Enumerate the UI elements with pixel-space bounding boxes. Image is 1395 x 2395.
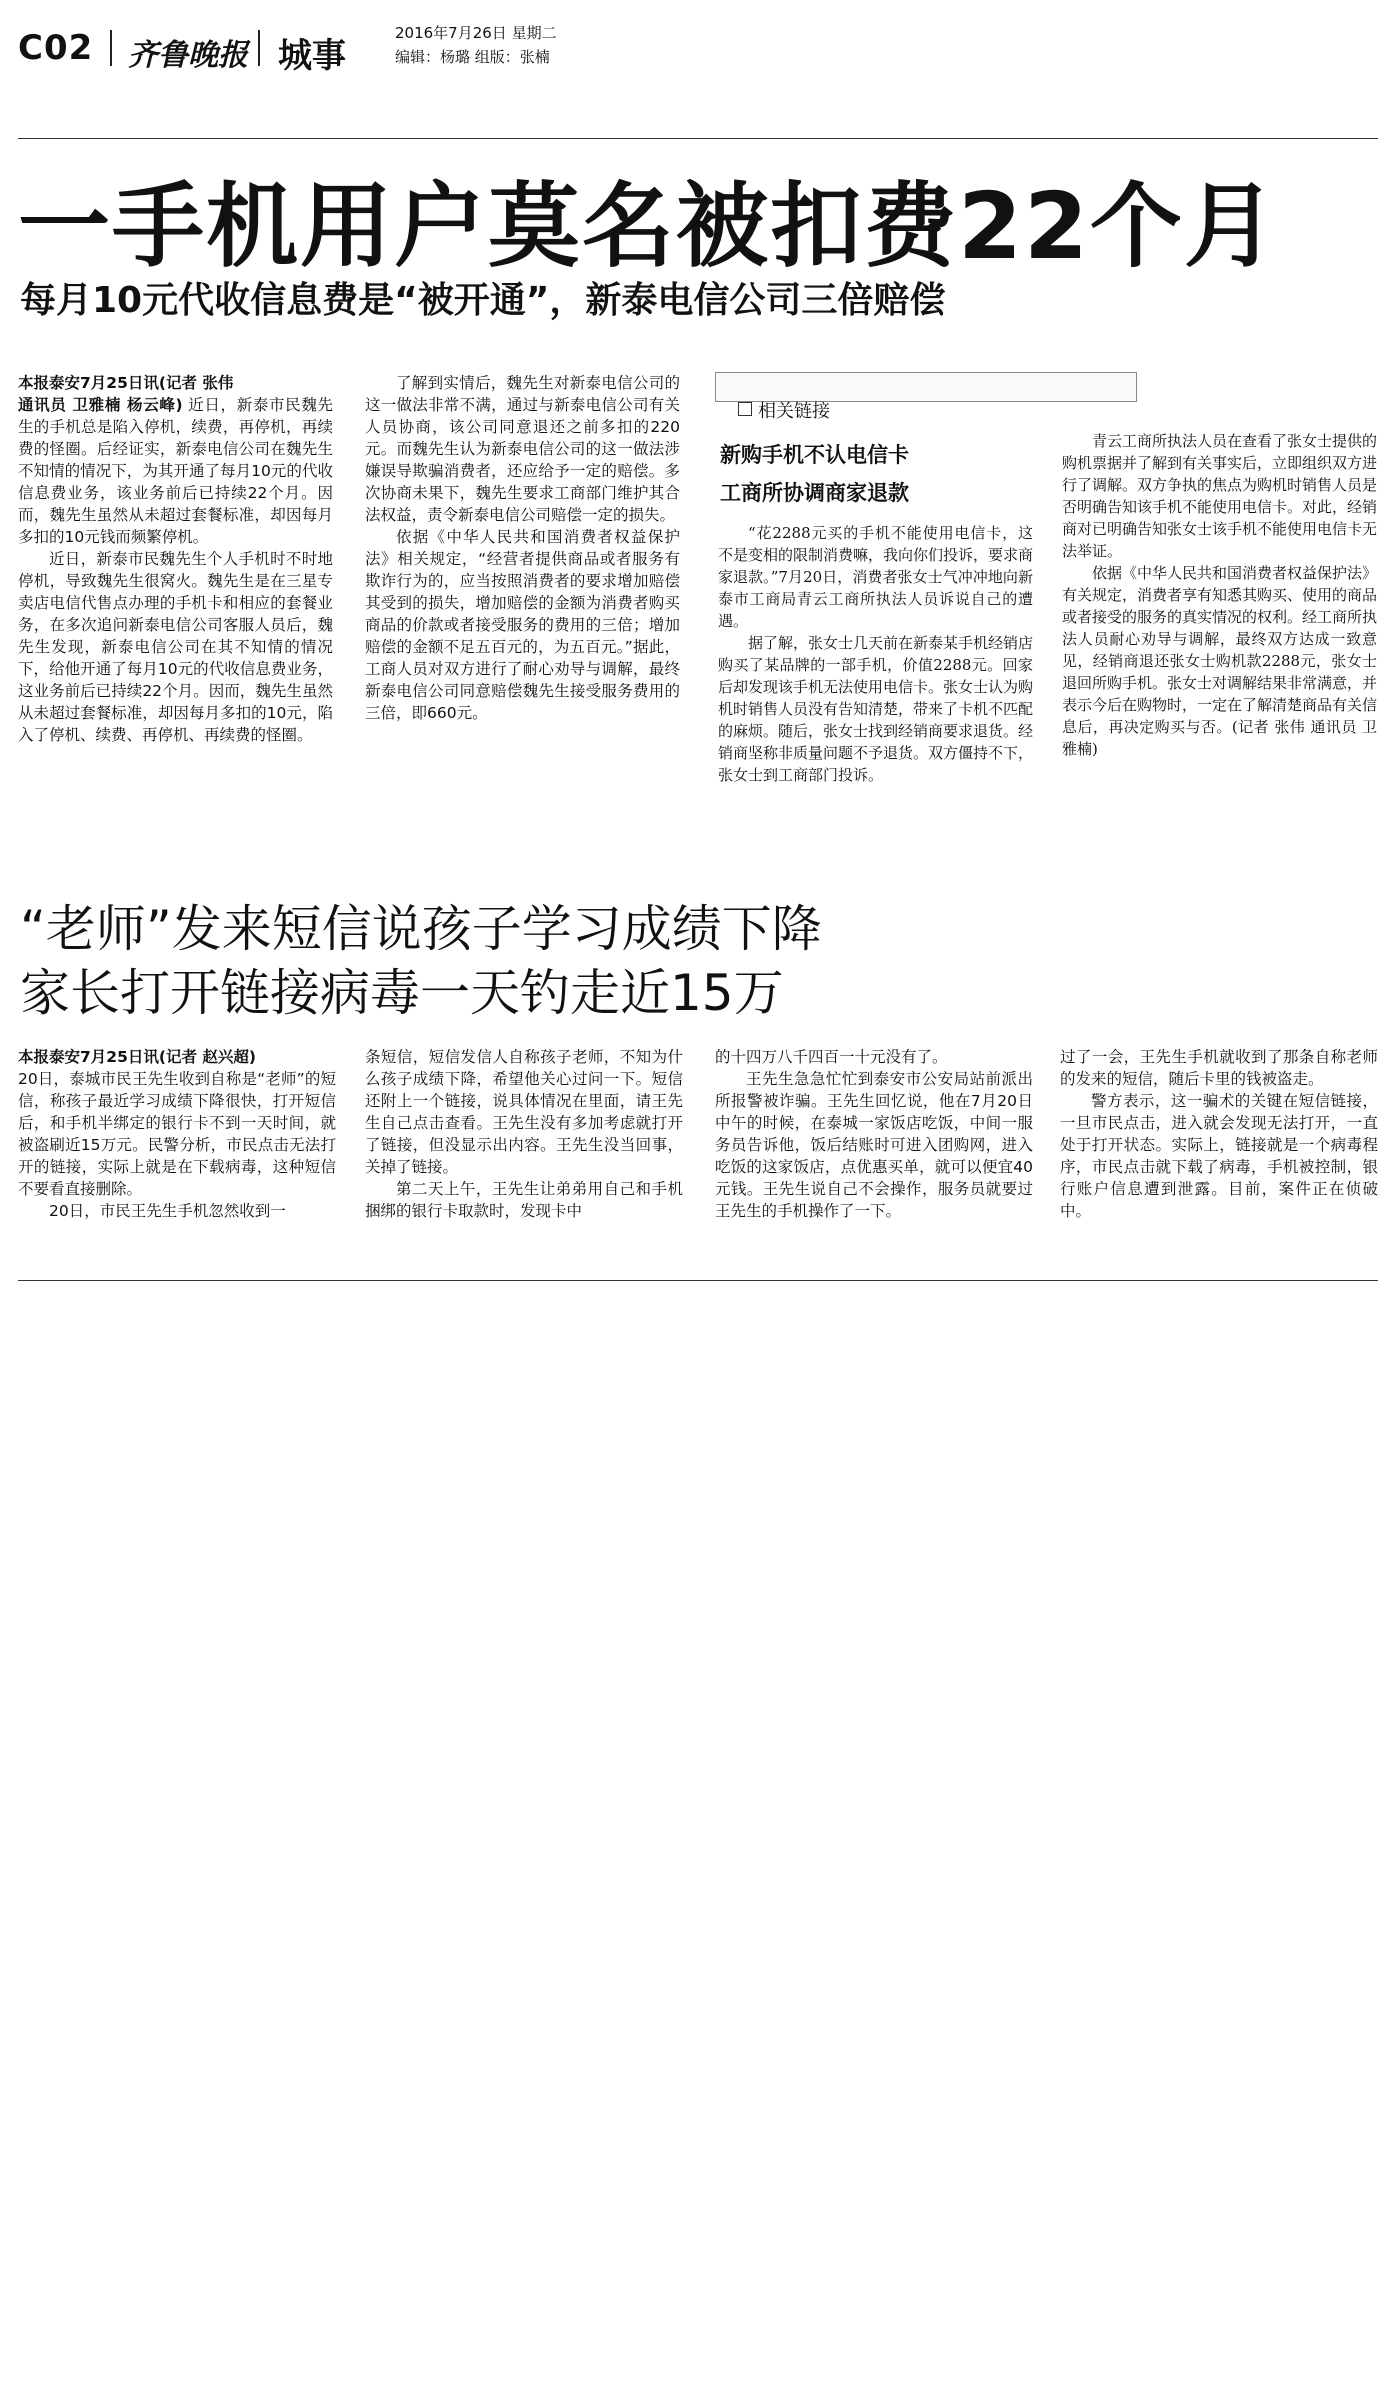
story1-paragraph: 依据《中华人民共和国消费者权益保护法》相关规定，“经营者提供商品或者服务有欺诈行为的，应当按照消费者的要求增加赔偿其受到的损失，增加赔偿的金额为消费者购买商品的价款或者接受服务的费用的三倍；增加赔偿的金额不足五百元的，为五百元。”据此，工商人员对双方进行了耐心劝导与调解，最终新泰电信公司同意赔偿魏先生接受服务费用的三倍，即660元。 <box>365 528 680 722</box>
editor-line: 编辑：杨璐 组版：张楠 <box>395 48 550 66</box>
story1-byline-2: 通讯员 卫雅楠 杨云峰) <box>18 396 183 414</box>
story1-column-1 <box>18 372 333 746</box>
sidebar-paragraph: “花2288元买的手机不能使用电信卡，这不是变相的限制消费嘛，我向你们投诉，要求商家退款。”7月20日，消费者张女士气冲冲地向新泰市工商局青云工商所执法人员诉说自己的遭遇。 <box>718 524 1034 630</box>
story2-column-2 <box>365 1046 683 1222</box>
story2-paragraph: 第二天上午，王先生让弟弟用自己和手机捆绑的银行卡取款时，发现卡中 <box>365 1180 683 1220</box>
story2-paragraph: 王先生急急忙忙到泰安市公安局站前派出所报警被诈骗。王先生回忆说，他在7月20日中午的时候，在泰城一家饭店吃饭，中间一服务员告诉他，饭后结账时可进入团购网，进入吃饭的这家饭店，点优惠买单，就可以便宜40元钱。王先生说自己不会操作，服务员就要过王先生的手机操作了一下。 <box>715 1070 1033 1220</box>
header-divider <box>258 30 260 66</box>
story2-column-1 <box>18 1046 336 1222</box>
sidebar-label: 相关链接 <box>758 401 830 422</box>
story1-byline: 本报泰安7月25日讯(记者 张伟 <box>18 374 234 392</box>
story2-column-4 <box>1060 1046 1378 1222</box>
sidebar-title-1: 新购手机不认电信卡 <box>720 443 909 467</box>
header-rule <box>18 138 1378 139</box>
story2-headline-line2: 家长打开链接病毒一天钓走近15万 <box>20 964 784 1022</box>
story2-paragraph: 20日，泰城市民王先生收到自称是“老师”的短信，称孩子最近学习成绩下降很快，打开短信后，和手机半绑定的银行卡不到一天时间，就被盗刷近15万元。民警分析，市民点击无法打开的链接，实际上就是在下载病毒，这种短信不要看直接删除。 <box>18 1070 336 1198</box>
sidebar-paragraph: 青云工商所执法人员在查看了张女士提供的购机票据并了解到有关事实后，立即组织双方进行了调解。双方争执的焦点为购机时销售人员是否明确告知该手机不能使用电信卡。对此，经销商对已明确告知张女士该手机不能使用电信卡无法举证。 <box>1062 432 1378 560</box>
story2-column-3 <box>715 1046 1033 1222</box>
story1-subheadline: 每月10元代收信息费是“被开通”，新泰电信公司三倍赔偿 <box>20 280 946 321</box>
story1-headline: 一手机用户莫名被扣费22个月 <box>18 173 1279 280</box>
story1-paragraph: 近日，新泰市民魏先生个人手机时不时地停机，导致魏先生很窝火。魏先生是在三星专卖店电信代售点办理的手机卡和相应的套餐业务，在多次追问新泰电信公司客服人员后，魏先生发现，新泰电信公司在其不知情的情况下，给他开通了每月10元的代收信息费业务，这业务前后已持续22个月。因而，魏先生虽然从未超过套餐标准，却因每月多扣的10元，陷入了停机、续费、再停机、再续费的怪圈。 <box>18 550 333 744</box>
story1-column-2 <box>365 372 680 724</box>
story2-paragraph: 条短信，短信发信人自称孩子老师，不知为什么孩子成绩下降，希望他关心过问一下。短信还附上一个链接，说具体情况在里面，请王先生自己点击查看。王先生没有多加考虑就打开了链接，但没显示出内容。王先生没当回事，关掉了链接。 <box>365 1048 683 1176</box>
page-number: C02 <box>18 28 94 68</box>
sidebar-paragraph: 据了解，张女士几天前在新泰某手机经销店购买了某品牌的一部手机，价值2288元。回家后却发现该手机无法使用电信卡。张女士认为购机时销售人员没有告知清楚，带来了卡机不匹配的麻烦。随后，张女士找到经销商要求退货。经销商坚称非质量问题不予退货。双方僵持不下，张女士到工商部门投诉。 <box>718 634 1034 784</box>
header-divider <box>110 30 112 66</box>
story2-byline: 本报泰安7月25日讯(记者 赵兴超) <box>18 1048 256 1066</box>
sidebar-paragraph: 依据《中华人民共和国消费者权益保护法》有关规定，消费者享有知悉其购买、使用的商品或者接受的服务的真实情况的权利。经工商所执法人员耐心劝导与调解，最终双方达成一致意见，经销商退还张女士购机款2288元，张女士退回所购手机。张女士对调解结果非常满意，并表示今后在购物时，一定在了解清楚商品有关信息后，再决定购买与否。(记者 张伟 通讯员 卫雅楠) <box>1062 564 1378 758</box>
story2-headline-line1: “老师”发来短信说孩子学习成绩下降 <box>20 900 822 958</box>
date-line: 2016年7月26日 星期二 <box>395 24 557 42</box>
story2-paragraph: 警方表示，这一骗术的关键在短信链接，一旦市民点击，进入就会发现无法打开，一直处于打开状态。实际上，链接就是一个病毒程序，市民点击就下载了病毒，手机被控制，银行账户信息遭到泄露。目前，案件正在侦破中。 <box>1060 1092 1378 1220</box>
sidebar-column-1 <box>718 522 1033 786</box>
section-name: 城事 <box>278 36 346 76</box>
story1-paragraph: 近日，新泰市民魏先生的手机总是陷入停机，续费，再停机，再续费的怪圈。后经证实，新泰电信公司在魏先生不知情的情况下，为其开通了每月10元的代收信息费业务，该业务前后已持续22个月。因而，魏先生虽然从未超过套餐标准，却因每月多扣的10元钱而频繁停机。 <box>18 396 333 546</box>
bottom-rule <box>18 1280 1378 1281</box>
story1-paragraph: 了解到实情后，魏先生对新泰电信公司的这一做法非常不满，通过与新泰电信公司有关人员协商，该公司同意退还之前多扣的220元。而魏先生认为新泰电信公司的这一做法涉嫌误导欺骗消费者，还应给予一定的赔偿。多次协商未果下，魏先生要求工商部门维护其合法权益，责令新泰电信公司赔偿一定的损失。 <box>365 374 680 524</box>
sidebar-title-2: 工商所协调商家退款 <box>720 481 909 505</box>
sidebar-marker-icon <box>738 402 752 416</box>
story2-paragraph: 过了一会，王先生手机就收到了那条自称老师的发来的短信，随后卡里的钱被盗走。 <box>1060 1048 1378 1088</box>
story2-paragraph: 20日，市民王先生手机忽然收到一 <box>49 1202 286 1220</box>
story2-paragraph: 的十四万八千四百一十元没有了。 <box>715 1048 948 1066</box>
sidebar-column-2 <box>1062 430 1377 760</box>
paper-logo: 齐鲁晚报 <box>128 38 248 73</box>
